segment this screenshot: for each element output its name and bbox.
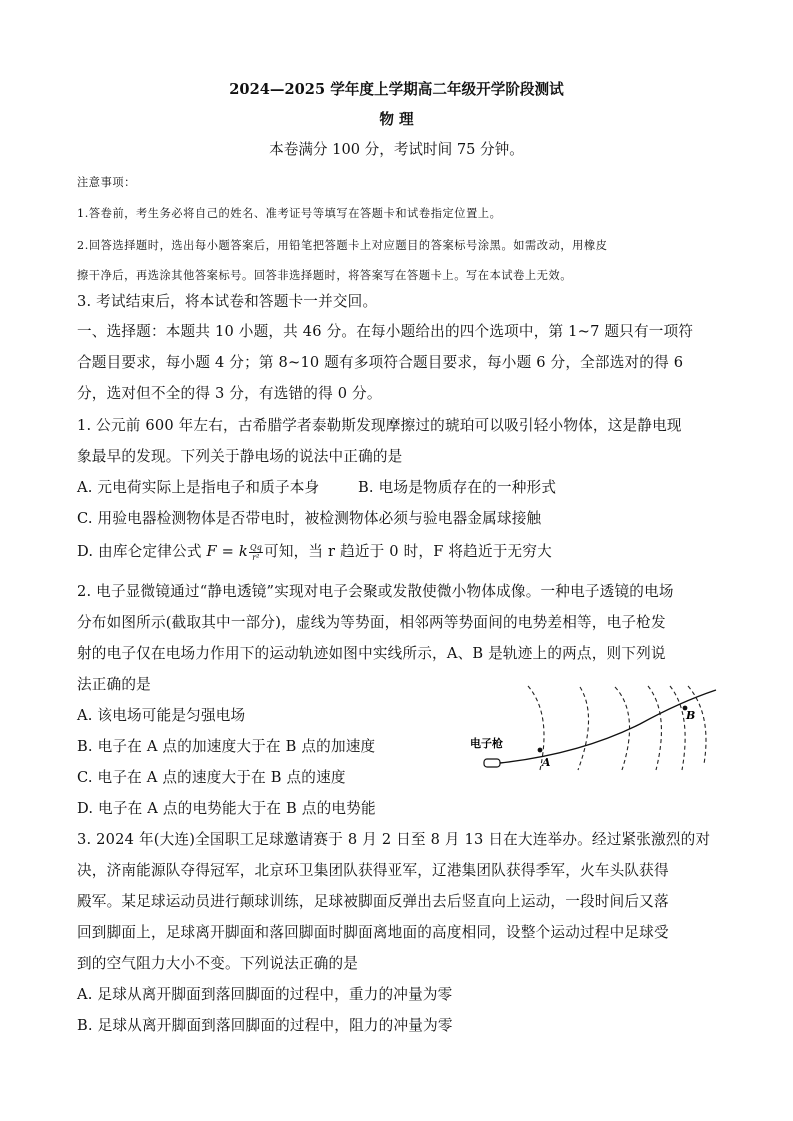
electron-lens-figure [470, 684, 720, 774]
q1-option-d-prefix: D. 由库仑定律公式 [77, 543, 202, 560]
q1-option-d-suffix: 可知，当 r 趋近于 0 时，F 将趋近于无穷大 [264, 543, 552, 560]
notice-item-3: 3. 考试结束后，将本试卷和答题卡一并交回。 [77, 293, 378, 310]
q2-stem-line-4: 法正确的是 [77, 676, 151, 693]
q2-option-c: C. 电子在 A 点的速度大于在 B 点的速度 [77, 769, 346, 786]
exam-info: 本卷满分 100 分，考试时间 75 分钟。 [269, 141, 524, 158]
notice-item-2-line-1: 2.回答选择题时，选出每小题答案后，用铅笔把答题卡上对应题目的答案标号涂黑。如需改动，用橡皮 [77, 239, 608, 252]
q1-option-d [77, 542, 552, 562]
point-b-label: B [686, 709, 696, 722]
q3-stem-line-1: 3. 2024 年(大连)全国职工足球邀请赛于 8 月 2 日至 8 月 13 日在大连举办。经过紧张激烈的对 [77, 831, 711, 848]
notice-item-2-line-2: 擦干净后，再选涂其他答案标号。回答非选择题时，将答案写在答题卡上。写在本试卷上无效。 [77, 269, 573, 282]
equipotential-line-6 [688, 686, 706, 764]
q2-option-a: A. 该电场可能是匀强电场 [77, 707, 246, 724]
point-a-label: A [542, 756, 551, 769]
q1-option-c: C. 用验电器检测物体是否带电时，被检测物体必须与验电器金属球接触 [77, 510, 542, 527]
formula-denominator: r² [252, 552, 260, 562]
q2-option-d: D. 电子在 A 点的电势能大于在 B 点的电势能 [77, 800, 376, 817]
q3-stem-line-3: 殿军。某足球运动员进行颠球训练，足球被脚面反弹出去后竖直向上运动，一段时间后又落 [77, 893, 669, 910]
q3-stem-line-2: 决，济南能源队夺得冠军，北京环卫集团队获得亚军，辽港集团队获得季军，火车头队获得 [77, 862, 669, 879]
notice-heading: 注意事项： [77, 176, 136, 189]
formula-k: k [238, 543, 248, 560]
equipotential-line-4 [648, 686, 661, 770]
electron-gun-icon [484, 759, 500, 767]
q3-option-a: A. 足球从离开脚面到落回脚面的过程中，重力的冲量为零 [77, 986, 453, 1003]
q1-stem-line-2: 象最早的发现。下列关于静电场的说法中正确的是 [77, 448, 403, 465]
electron-gun-label: 电子枪 [470, 737, 503, 750]
notice-item-1: 1.答卷前，考生务必将自己的姓名、准考证号等填写在答题卡和试卷指定位置上。 [77, 207, 502, 220]
formula-fraction [249, 543, 263, 562]
equipotential-line-5 [670, 686, 685, 770]
equipotential-line-2 [578, 687, 589, 770]
q2-stem-line-3: 射的电子仅在电场力作用下的运动轨迹如图中实线所示，A、B 是轨迹上的两点，则下列说 [77, 645, 666, 662]
section-1-line-1: 一、选择题：本题共 10 小题，共 46 分。在每小题给出的四个选项中，第 1~7 题只有一项符 [77, 323, 694, 340]
section-1-line-3: 分，选对但不全的得 3 分，有选错的得 0 分。 [77, 385, 382, 402]
q1-option-a: A. 元电荷实际上是指电子和质子本身 [77, 479, 320, 496]
subject-title: 物 理 [379, 111, 414, 128]
q3-stem-line-5: 到的空气阻力大小不变。下列说法正确的是 [77, 955, 359, 972]
q3-option-b: B. 足球从离开脚面到落回脚面的过程中，阻力的冲量为零 [77, 1017, 453, 1034]
q2-stem-line-1: 2. 电子显微镜通过“静电透镜”实现对电子会聚或发散使微小物体成像。一种电子透镜的电场 [77, 583, 674, 600]
point-a-dot [538, 748, 543, 753]
section-1-line-2: 合题目要求，每小题 4 分；第 8~10 题有多项符合题目要求，每小题 6 分，全部选对的得 6 [77, 354, 684, 371]
q1-stem-line-1: 1. 公元前 600 年左右，古希腊学者泰勒斯发现摩擦过的琥珀可以吸引轻小物体，这是静电现 [77, 417, 682, 434]
formula-numerator: Qq [249, 542, 263, 552]
electron-trajectory [500, 690, 716, 763]
formula-f: F [206, 543, 217, 560]
q2-stem-line-2: 分布如图所示(截取其中一部分)，虚线为等势面，相邻两等势面间的电势差相等，电子枪发 [77, 614, 666, 631]
formula-equals: = [216, 543, 239, 560]
q2-option-b: B. 电子在 A 点的加速度大于在 B 点的加速度 [77, 738, 376, 755]
equipotential-lines [528, 686, 706, 770]
equipotential-line-3 [615, 687, 630, 770]
q1-option-b: B. 电场是物质存在的一种形式 [358, 479, 557, 496]
exam-title: 2024—2025 学年度上学期高二年级开学阶段测试 [229, 81, 564, 98]
q3-stem-line-4: 回到脚面上，足球离开脚面和落回脚面时脚面离地面的高度相同，设整个运动过程中足球受 [77, 924, 669, 941]
